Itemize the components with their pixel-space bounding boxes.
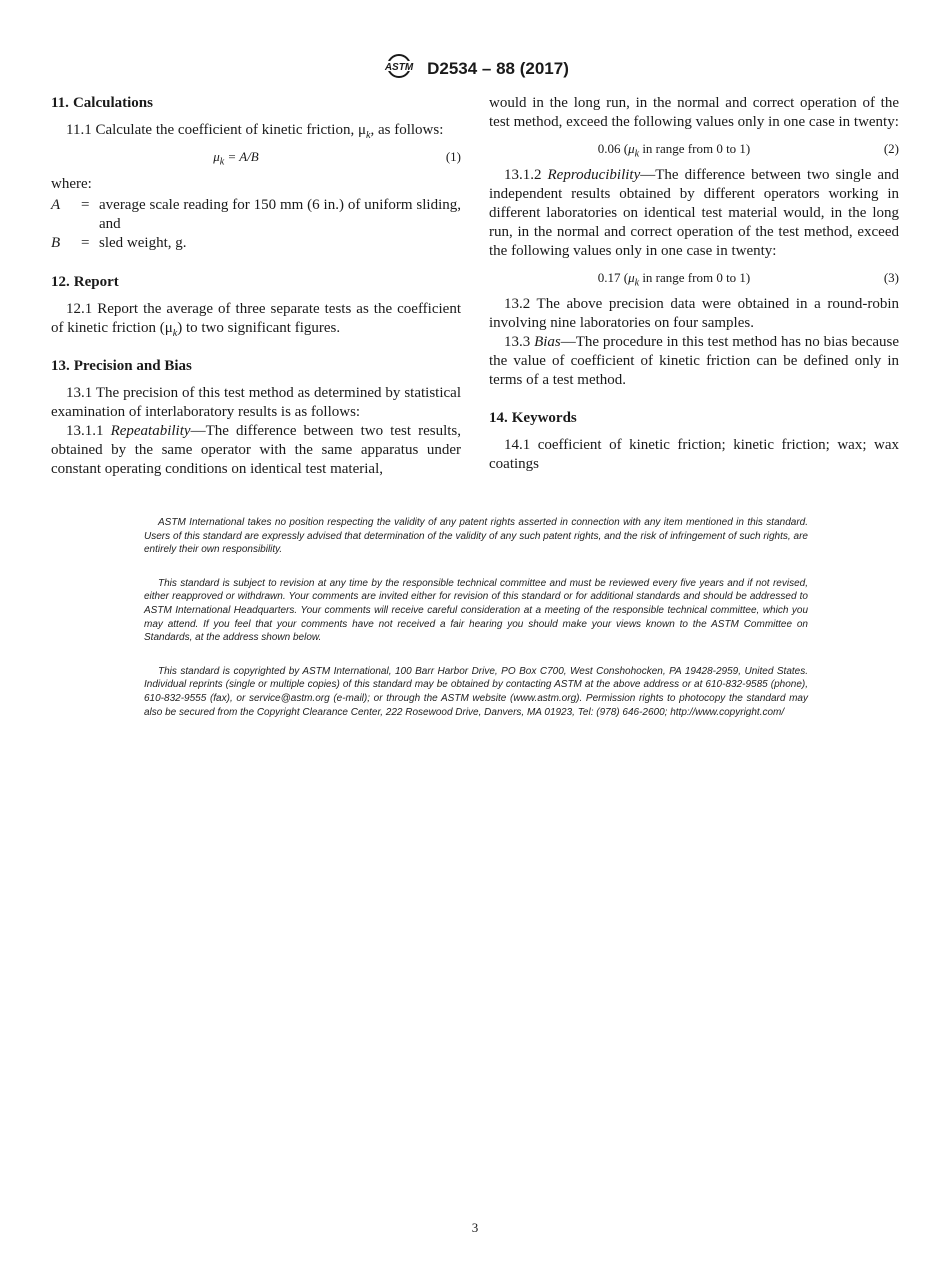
paragraph-14-1: 14.1 coefficient of kinetic friction; kinetic friction; wax; wax coatings <box>489 437 899 472</box>
notice-copyright: This standard is copyrighted by ASTM International, 100 Barr Harbor Drive, PO Box C700, West Conshohocken, PA 19428-2959, United States. Individual reprints (single or multiple copies) of this standard may be obtained by contacting ASTM at the above address or at 610-832-9585 (phone), 610-832-9555 (fax), or service@astm.org (e-mail); or through the ASTM website (www.astm.org). Permission rights to photocopy the standard may also be secured from the Copyright Clearance Center, 222 Rosewood Drive, Danvers, MA 01923, Tel: (978) 646-2600; http://www.copyright.com/ <box>144 665 808 718</box>
paragraph-13-3: 13.3 Bias—The procedure in this test method has no bias because the value of coefficient of kinetic friction can be defined only in terms of a test method. <box>489 334 900 388</box>
paragraph-13-2: 13.2 The above precision data were obtained in a round-robin involving nine laboratories on four samples. <box>489 296 899 331</box>
paragraph-13-1-1: 13.1.1 Repeatability—The difference between two test results, obtained by the same operator with the same apparatus under constant operating conditions on identical test material, <box>51 423 461 477</box>
def-text-b: sled weight, g. <box>99 235 187 251</box>
paragraph-12-1: 12.1 Report the average of three separate tests as the coefficient of kinetic friction $(\mu_k)$ to two significant figures. <box>51 301 461 339</box>
paragraph-13-1-2: 13.1.2 Reproducibility—The difference between two single and independent results obtained by different operators working in different laboratories on identical test material would, in the long run, in the normal and correct operation of the test method, exceed the following values only in one case in twenty: <box>489 167 900 259</box>
def-symbol-b: B <box>51 235 61 251</box>
paragraph-13-1: 13.1 The precision of this test method as determined by statistical examination of interlaboratory results is as follows: <box>51 385 461 420</box>
definition-list: A = average scale reading for 150 mm (6 in.) of uniform sliding, and B = sled weight, g. <box>51 197 461 251</box>
section-heading-precision-bias: 13. Precision and Bias <box>51 358 192 374</box>
astm-logo-icon <box>381 52 417 85</box>
paragraph-13-1-1-continued: would in the long run, in the normal and correct operation of the test method, exceed the following values only in one case in twenty: <box>489 95 899 130</box>
page-number: 3 <box>471 1220 479 1235</box>
page-header <box>0 52 950 85</box>
equation-3: 0.17 ($\mu_k$ in range from 0 to 1) (3) <box>597 270 899 289</box>
def-symbol-a: A <box>51 197 61 213</box>
notice-patent: ASTM International takes no position respecting the validity of any patent rights asserted in connection with any item mentioned in this standard. Users of this standard are expressly advised that determination of the validity of any such patent rights, and the risk of infringement of such rights, are entirely their own responsibility. <box>144 517 808 556</box>
section-heading-calculations: 11. Calculations <box>51 95 153 111</box>
document-designation: D2534 – 88 (2017) <box>427 58 569 78</box>
notice-revision: This standard is subject to revision at any time by the responsible technical committee and must be reviewed every five years and if not revised, either reapproved or withdrawn. Your comments are invited either for revision of this standard or for additional standards and should be addressed to ASTM International Headquarters. Your comments will receive careful consideration at a meeting of the responsible technical committee, which you may attend. If you feel that your comments have not received a fair hearing you should make your views known to the ASTM Committee on Standards, at the address shown below. <box>144 577 808 644</box>
def-text-a: average scale reading for 150 mm (6 in.) of uniform sliding, and <box>99 197 461 232</box>
paragraph-11-1: 11.1 Calculate the coefficient of kinetic friction, $\mu_k$, as follows: <box>66 122 444 141</box>
left-column <box>51 94 461 479</box>
legal-notices <box>144 516 808 739</box>
where-label: where: <box>51 176 92 192</box>
equation-2: 0.06 ($\mu_k$ in range from 0 to 1) (2) <box>597 141 899 160</box>
section-heading-keywords: 14. Keywords <box>489 410 577 426</box>
equation-1: $\mu_k = A/B$ (1) <box>213 149 461 168</box>
svg-text:ASTM: ASTM <box>384 62 414 73</box>
section-heading-report: 12. Report <box>51 274 119 290</box>
right-column <box>489 94 899 474</box>
